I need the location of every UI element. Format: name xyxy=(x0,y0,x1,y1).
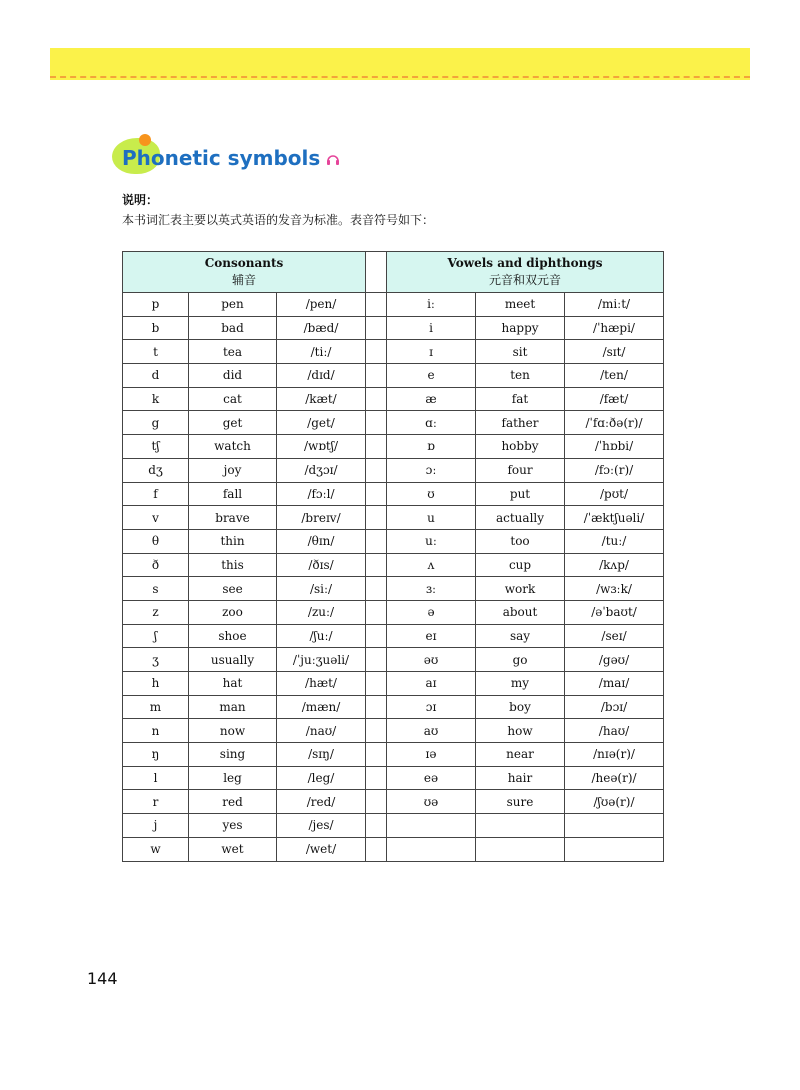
vowel-symbol: əʊ xyxy=(387,648,476,672)
vowel-transcription: /heə(r)/ xyxy=(565,766,664,790)
vowel-example-word: boy xyxy=(476,695,565,719)
vowel-example-word xyxy=(476,837,565,861)
consonant-symbol: j xyxy=(123,814,189,838)
vowel-symbol: ɒ xyxy=(387,435,476,459)
vowel-transcription: /miːt/ xyxy=(565,293,664,317)
table-row xyxy=(123,340,664,364)
consonant-symbol: t xyxy=(123,340,189,364)
vowel-transcription: /ʃʊə(r)/ xyxy=(565,790,664,814)
vowel-example-word: near xyxy=(476,743,565,767)
consonant-symbol: z xyxy=(123,600,189,624)
consonant-symbol: f xyxy=(123,482,189,506)
consonant-transcription: /ðɪs/ xyxy=(277,553,366,577)
vowel-symbol: eɪ xyxy=(387,624,476,648)
consonant-example-word: thin xyxy=(189,529,277,553)
page-number: 144 xyxy=(87,969,118,988)
vowel-transcription: /ˈæktʃuəli/ xyxy=(565,506,664,530)
consonant-example-word: joy xyxy=(189,458,277,482)
vowel-transcription: /ˈfɑːðə(r)/ xyxy=(565,411,664,435)
vowel-example-word: too xyxy=(476,529,565,553)
consonant-example-word: did xyxy=(189,364,277,388)
consonant-transcription: /bæd/ xyxy=(277,316,366,340)
banner-dashed-edge xyxy=(50,76,750,78)
vowel-transcription xyxy=(565,814,664,838)
column-gap xyxy=(366,387,387,411)
title-orange-dot xyxy=(139,134,151,146)
vowels-header xyxy=(387,252,664,293)
vowel-symbol: aʊ xyxy=(387,719,476,743)
column-gap xyxy=(366,364,387,388)
table-row xyxy=(123,529,664,553)
consonant-symbol: ʒ xyxy=(123,648,189,672)
vowel-transcription: /pʊt/ xyxy=(565,482,664,506)
column-gap xyxy=(366,766,387,790)
column-gap xyxy=(366,458,387,482)
consonant-symbol: b xyxy=(123,316,189,340)
table-row xyxy=(123,814,664,838)
consonant-transcription: /naʊ/ xyxy=(277,719,366,743)
table-row xyxy=(123,435,664,459)
consonant-transcription: /siː/ xyxy=(277,577,366,601)
table-row xyxy=(123,672,664,696)
consonant-transcription: /dʒɔɪ/ xyxy=(277,458,366,482)
vowel-symbol: iː xyxy=(387,293,476,317)
headphone-icon xyxy=(326,152,340,166)
table-row xyxy=(123,743,664,767)
vowel-symbol: i xyxy=(387,316,476,340)
vowel-transcription: /ˈhæpi/ xyxy=(565,316,664,340)
consonant-transcription: /sɪŋ/ xyxy=(277,743,366,767)
vowel-example-word: sit xyxy=(476,340,565,364)
table-row xyxy=(123,790,664,814)
table-header-row xyxy=(123,252,664,293)
vowel-example-word: actually xyxy=(476,506,565,530)
vowel-symbol: ʌ xyxy=(387,553,476,577)
consonant-symbol: w xyxy=(123,837,189,861)
column-gap xyxy=(366,719,387,743)
consonant-symbol: ʃ xyxy=(123,624,189,648)
consonants-header xyxy=(123,252,366,293)
vowel-symbol: ɪə xyxy=(387,743,476,767)
vowel-transcription: /ˈhɒbi/ xyxy=(565,435,664,459)
consonant-example-word: bad xyxy=(189,316,277,340)
consonant-symbol: dʒ xyxy=(123,458,189,482)
consonant-example-word: fall xyxy=(189,482,277,506)
consonant-transcription: /breɪv/ xyxy=(277,506,366,530)
consonant-transcription: /leg/ xyxy=(277,766,366,790)
vowel-example-word: hair xyxy=(476,766,565,790)
consonants-header-en: Consonants xyxy=(204,256,284,270)
consonant-symbol: θ xyxy=(123,529,189,553)
vowel-example-word: sure xyxy=(476,790,565,814)
consonant-example-word: get xyxy=(189,411,277,435)
vowel-example-word: about xyxy=(476,600,565,624)
vowel-example-word: four xyxy=(476,458,565,482)
vowel-symbol: ɜː xyxy=(387,577,476,601)
column-gap xyxy=(366,316,387,340)
vowel-transcription: /haʊ/ xyxy=(565,719,664,743)
vowel-transcription: /seɪ/ xyxy=(565,624,664,648)
table-row xyxy=(123,411,664,435)
consonant-transcription: /tiː/ xyxy=(277,340,366,364)
table-row xyxy=(123,695,664,719)
note-text: 本书词汇表主要以英式英语的发音为标准。表音符号如下： xyxy=(122,213,435,227)
vowel-example-word: say xyxy=(476,624,565,648)
consonant-symbol: g xyxy=(123,411,189,435)
column-gap xyxy=(366,600,387,624)
column-gap xyxy=(366,648,387,672)
vowel-transcription: /sɪt/ xyxy=(565,340,664,364)
column-gap xyxy=(366,553,387,577)
consonant-transcription: /jes/ xyxy=(277,814,366,838)
consonant-symbol: s xyxy=(123,577,189,601)
vowels-header-zh: 元音和双元音 xyxy=(489,273,562,287)
table-row xyxy=(123,577,664,601)
consonant-example-word: zoo xyxy=(189,600,277,624)
consonant-example-word: yes xyxy=(189,814,277,838)
vowel-example-word: work xyxy=(476,577,565,601)
table-row xyxy=(123,719,664,743)
consonant-example-word: watch xyxy=(189,435,277,459)
column-gap xyxy=(366,837,387,861)
consonant-transcription: /wɒtʃ/ xyxy=(277,435,366,459)
vowel-symbol: ʊə xyxy=(387,790,476,814)
vowel-transcription: /kʌp/ xyxy=(565,553,664,577)
column-gap xyxy=(366,411,387,435)
column-gap xyxy=(366,695,387,719)
table-row xyxy=(123,624,664,648)
vowel-transcription: /fæt/ xyxy=(565,387,664,411)
vowel-symbol: uː xyxy=(387,529,476,553)
consonant-symbol: v xyxy=(123,506,189,530)
table-row xyxy=(123,837,664,861)
column-gap xyxy=(366,482,387,506)
table-row xyxy=(123,648,664,672)
consonant-transcription: /zuː/ xyxy=(277,600,366,624)
vowel-transcription: /bɔɪ/ xyxy=(565,695,664,719)
column-gap xyxy=(366,814,387,838)
consonant-example-word: usually xyxy=(189,648,277,672)
consonant-transcription: /ˈjuːʒuəli/ xyxy=(277,648,366,672)
vowel-symbol xyxy=(387,814,476,838)
consonant-transcription: /kæt/ xyxy=(277,387,366,411)
column-gap xyxy=(366,624,387,648)
vowel-transcription xyxy=(565,837,664,861)
consonant-symbol: tʃ xyxy=(123,435,189,459)
vowel-symbol: ɪ xyxy=(387,340,476,364)
table-row xyxy=(123,316,664,340)
consonant-symbol: l xyxy=(123,766,189,790)
table-row xyxy=(123,364,664,388)
table-row xyxy=(123,387,664,411)
vowels-header-en: Vowels and diphthongs xyxy=(447,256,603,270)
vowel-example-word xyxy=(476,814,565,838)
consonant-symbol: ð xyxy=(123,553,189,577)
consonant-symbol: k xyxy=(123,387,189,411)
consonant-transcription: /wet/ xyxy=(277,837,366,861)
consonant-example-word: hat xyxy=(189,672,277,696)
vowel-example-word: happy xyxy=(476,316,565,340)
column-gap xyxy=(366,340,387,364)
vowel-example-word: father xyxy=(476,411,565,435)
vowel-transcription: /əˈbaʊt/ xyxy=(565,600,664,624)
consonant-transcription: /dɪd/ xyxy=(277,364,366,388)
consonant-symbol: d xyxy=(123,364,189,388)
table-row xyxy=(123,766,664,790)
vowel-transcription: /nɪə(r)/ xyxy=(565,743,664,767)
vowel-symbol: ɔː xyxy=(387,458,476,482)
vowel-example-word: fat xyxy=(476,387,565,411)
consonant-example-word: leg xyxy=(189,766,277,790)
table-row xyxy=(123,553,664,577)
vowel-symbol xyxy=(387,837,476,861)
phonetic-table xyxy=(122,251,664,862)
consonant-symbol: h xyxy=(123,672,189,696)
consonant-symbol: ŋ xyxy=(123,743,189,767)
vowel-example-word: hobby xyxy=(476,435,565,459)
consonant-symbol: m xyxy=(123,695,189,719)
column-gap xyxy=(366,672,387,696)
consonants-header-zh: 辅音 xyxy=(232,273,257,287)
note-label: 说明： xyxy=(122,193,159,207)
table-row xyxy=(123,293,664,317)
vowel-symbol: eə xyxy=(387,766,476,790)
vowel-symbol: ɑː xyxy=(387,411,476,435)
section-title-group xyxy=(112,134,352,184)
consonant-transcription: /hæt/ xyxy=(277,672,366,696)
column-gap xyxy=(366,506,387,530)
vowel-symbol: e xyxy=(387,364,476,388)
consonant-example-word: shoe xyxy=(189,624,277,648)
table-row xyxy=(123,600,664,624)
column-gap xyxy=(366,790,387,814)
vowel-transcription: /maɪ/ xyxy=(565,672,664,696)
consonant-example-word: cat xyxy=(189,387,277,411)
vowel-symbol: æ xyxy=(387,387,476,411)
consonant-example-word: tea xyxy=(189,340,277,364)
column-gap xyxy=(366,252,387,293)
table-row xyxy=(123,458,664,482)
consonant-example-word: wet xyxy=(189,837,277,861)
consonant-transcription: /fɔːl/ xyxy=(277,482,366,506)
vowel-transcription: /gəʊ/ xyxy=(565,648,664,672)
consonant-example-word: this xyxy=(189,553,277,577)
vowel-symbol: u xyxy=(387,506,476,530)
page-title: Phonetic symbols xyxy=(122,146,321,170)
vowel-symbol: ɔɪ xyxy=(387,695,476,719)
vowel-transcription: /ten/ xyxy=(565,364,664,388)
consonant-symbol: r xyxy=(123,790,189,814)
vowel-transcription: /fɔː(r)/ xyxy=(565,458,664,482)
consonant-symbol: p xyxy=(123,293,189,317)
vowel-example-word: go xyxy=(476,648,565,672)
consonant-transcription: /θɪn/ xyxy=(277,529,366,553)
column-gap xyxy=(366,293,387,317)
consonant-transcription: /ʃuː/ xyxy=(277,624,366,648)
consonant-transcription: /pen/ xyxy=(277,293,366,317)
consonant-example-word: man xyxy=(189,695,277,719)
vowel-example-word: my xyxy=(476,672,565,696)
consonant-example-word: now xyxy=(189,719,277,743)
consonant-example-word: sing xyxy=(189,743,277,767)
vowel-symbol: ʊ xyxy=(387,482,476,506)
vowel-example-word: meet xyxy=(476,293,565,317)
vowel-example-word: cup xyxy=(476,553,565,577)
column-gap xyxy=(366,435,387,459)
vowel-example-word: ten xyxy=(476,364,565,388)
vowel-example-word: put xyxy=(476,482,565,506)
consonant-transcription: /get/ xyxy=(277,411,366,435)
vowel-symbol: ə xyxy=(387,600,476,624)
vowel-symbol: aɪ xyxy=(387,672,476,696)
consonant-transcription: /mæn/ xyxy=(277,695,366,719)
column-gap xyxy=(366,577,387,601)
consonant-transcription: /red/ xyxy=(277,790,366,814)
vowel-transcription: /wɜːk/ xyxy=(565,577,664,601)
consonant-example-word: see xyxy=(189,577,277,601)
column-gap xyxy=(366,743,387,767)
vowel-transcription: /tuː/ xyxy=(565,529,664,553)
consonant-example-word: brave xyxy=(189,506,277,530)
consonant-example-word: pen xyxy=(189,293,277,317)
vowel-example-word: how xyxy=(476,719,565,743)
table-row xyxy=(123,506,664,530)
column-gap xyxy=(366,529,387,553)
table-row xyxy=(123,482,664,506)
consonant-symbol: n xyxy=(123,719,189,743)
consonant-example-word: red xyxy=(189,790,277,814)
